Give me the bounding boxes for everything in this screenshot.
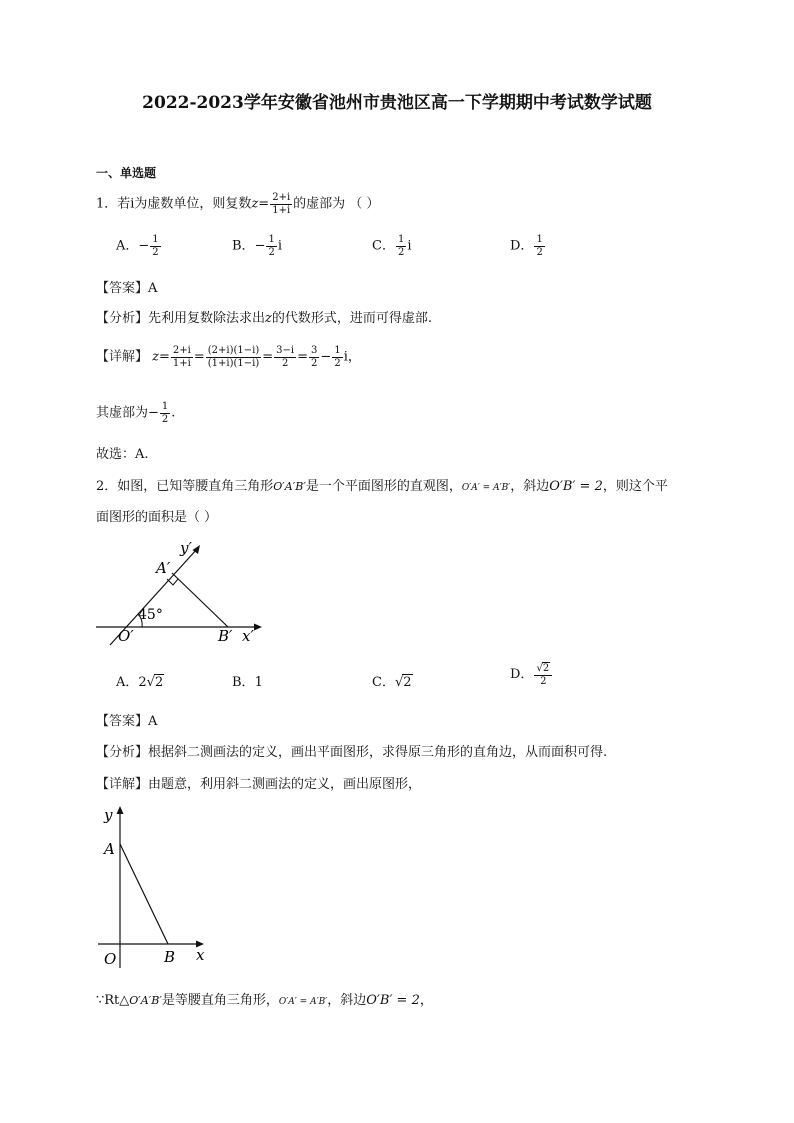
detail-z: z — [152, 349, 160, 365]
sqrt-symbol: √ — [394, 675, 404, 690]
q2-option-b[interactable] — [232, 671, 263, 690]
q2-figure-original — [96, 800, 216, 972]
reason-mid: 是等腰直角三角形， — [161, 993, 279, 1008]
detail-frac-5 — [332, 345, 342, 369]
label-45-degree: 45° — [138, 607, 163, 623]
q1-choice: 故选：A. — [96, 447, 149, 462]
detail-text: 由题意，利用斜二测画法的定义，画出原图形， — [148, 777, 422, 792]
detail-tag: 【详解】 — [96, 777, 149, 792]
label-x-prime: x′ — [242, 627, 254, 645]
analysis-tag: 【分析】 — [96, 311, 149, 326]
imag-post: . — [171, 405, 176, 421]
reason-mid2: ，斜边 — [327, 993, 367, 1008]
option-fraction — [534, 662, 552, 687]
detail-frac-3 — [274, 345, 296, 369]
q2-stem-mid2: ，斜边 — [510, 479, 550, 494]
y-arrow — [117, 806, 124, 814]
frac-den: 2 — [152, 246, 159, 258]
label-o: O — [104, 950, 117, 968]
option-label: B． — [232, 675, 255, 690]
option-fraction — [150, 234, 160, 258]
frac-num: 3 — [311, 345, 318, 356]
side-a-b — [120, 844, 168, 944]
label-x: x — [196, 946, 205, 964]
detail-frac-4 — [309, 345, 319, 369]
q1-option-b[interactable] — [232, 234, 282, 258]
frac-den: (1+i)(1−i) — [207, 357, 260, 369]
q1-option-a[interactable] — [116, 234, 162, 258]
option-value: 1 — [254, 675, 263, 690]
q2-triangle: O′A′B′ — [273, 480, 306, 493]
frac-den: 2 — [268, 246, 275, 258]
frac-num: 3−i — [276, 345, 295, 356]
detail-frac-1 — [171, 345, 193, 369]
q1-answer — [96, 277, 157, 296]
frac-den: 2 — [334, 357, 341, 369]
reason-pre: ∵Rt△ — [96, 993, 130, 1008]
q2-option-c[interactable] — [372, 671, 413, 690]
q2-figure-intuitive — [94, 535, 274, 647]
answer-tag: 【答案】 — [96, 281, 149, 296]
option-label: D． — [510, 238, 534, 254]
q2-hypotenuse: O′B′ = 2 — [549, 479, 603, 494]
label-y: y — [104, 806, 113, 824]
label-a-prime: A′ — [156, 559, 171, 577]
reason-post: ， — [419, 993, 433, 1008]
frac-den: 1+i — [172, 357, 191, 369]
q2-option-a[interactable] — [116, 671, 164, 690]
q2-reasoning-line — [96, 989, 433, 1008]
option-label: D． — [510, 667, 534, 682]
detail-frac-2 — [206, 345, 261, 369]
q1-stem-pre: 1．若i为虚数单位，则复数 — [96, 196, 252, 212]
reason-condition: O′A′ = A′B′ — [278, 997, 328, 1007]
q2-answer — [96, 710, 157, 729]
option-suffix: i — [407, 238, 412, 254]
frac-den: 2 — [311, 357, 318, 369]
label-b: B — [164, 948, 176, 966]
frac-num: 1 — [152, 234, 159, 245]
detail-minus: − — [320, 349, 332, 365]
q2-stem-line-2: 面图形的面积是（ ） — [96, 510, 218, 525]
frac-num: 1 — [268, 234, 275, 245]
label-a: A — [104, 840, 115, 858]
frac-num: 2+i — [172, 345, 191, 356]
q1-stem — [96, 192, 379, 216]
q2-stem-mid: 是一个平面图形的直观图， — [305, 479, 462, 494]
detail-tag: 【详解】 — [96, 349, 149, 365]
frac-den: 2 — [536, 246, 543, 258]
q1-eq: = — [258, 196, 270, 212]
reason-triangle: O′A′B′ — [129, 994, 162, 1007]
option-fraction — [266, 234, 276, 258]
label-y-prime: y′ — [180, 539, 192, 557]
q2-detail — [96, 773, 421, 792]
detail-eq: = — [262, 349, 274, 365]
radicand: 2 — [542, 663, 550, 674]
option-fraction — [534, 234, 544, 258]
imag-sign: − — [148, 405, 159, 421]
q1-detail — [96, 345, 361, 369]
frac-den: 2 — [540, 675, 547, 687]
side-a-b — [172, 573, 228, 627]
frac-den: 2 — [397, 246, 405, 258]
imag-fraction — [160, 401, 170, 425]
answer-value: A — [148, 714, 158, 729]
q1-num: 2+i — [272, 192, 291, 203]
frac-num: 1 — [161, 401, 169, 412]
frac-num: (2+i)(1−i) — [207, 345, 260, 356]
q1-imag-part — [96, 401, 175, 425]
analysis-tag: 【分析】 — [96, 745, 149, 760]
q1-z: z — [251, 196, 259, 212]
option-fraction — [396, 234, 406, 258]
q1-fraction — [270, 192, 292, 216]
sqrt-symbol: √ — [146, 675, 155, 690]
reason-hypotenuse: O′B′ = 2 — [366, 993, 420, 1008]
analysis-post: 的代数形式，进而可得虚部. — [271, 311, 433, 326]
option-sign: − — [254, 238, 266, 254]
answer-value: A — [148, 281, 158, 296]
frac-num: 1 — [536, 234, 543, 245]
option-label: C． — [372, 238, 395, 254]
option-label: A． — [116, 675, 139, 690]
frac-num: 1 — [334, 345, 341, 356]
q2-condition: O′A′ = A′B′ — [461, 483, 511, 493]
analysis-var: z — [265, 311, 272, 326]
detail-eq: = — [159, 349, 170, 365]
option-suffix: i — [277, 238, 283, 254]
answer-tag: 【答案】 — [96, 714, 149, 729]
option-label: B． — [232, 238, 255, 254]
analysis-text: 根据斜二测画法的定义，画出平面图形，求得原三角形的直角边，从而面积可得. — [148, 745, 608, 760]
q2-stem-post: ，则这个平 — [602, 479, 668, 494]
option-sign: − — [138, 238, 150, 254]
frac-den: 2 — [281, 357, 289, 369]
q2-stem-line-1 — [96, 475, 668, 494]
q2-analysis — [96, 741, 607, 760]
detail-tail: i， — [343, 349, 361, 365]
detail-eq: = — [193, 349, 205, 365]
q1-analysis — [96, 307, 432, 326]
detail-eq: = — [297, 349, 309, 365]
q2-option-d[interactable] — [510, 662, 553, 687]
label-o-prime: O′ — [118, 627, 134, 645]
q2-stem-pre: 2．如图，已知等腰直角三角形 — [96, 479, 274, 494]
q1-option-c[interactable] — [372, 234, 412, 258]
option-label: C． — [372, 675, 395, 690]
radicand: 2 — [403, 675, 412, 690]
label-b-prime: B′ — [218, 627, 233, 645]
frac-num: 1 — [397, 234, 405, 245]
x-prime-arrow — [254, 624, 262, 631]
imag-pre: 其虚部为 — [96, 405, 149, 421]
q1-den: 1+i — [272, 204, 291, 216]
page-title: 2022-2023学年安徽省池州市贵池区高一下学期期中考试数学试题 — [142, 93, 652, 113]
analysis-pre: 先利用复数除法求出 — [148, 311, 266, 326]
q1-option-d[interactable] — [510, 234, 546, 258]
option-coef: 2 — [138, 675, 147, 690]
option-label: A． — [116, 238, 139, 254]
radicand: 2 — [154, 675, 164, 690]
q1-stem-post: 的虚部为 （ ） — [293, 196, 380, 212]
frac-num: √2 — [534, 662, 552, 676]
section-heading: 一、单选题 — [96, 166, 157, 180]
frac-den: 2 — [161, 413, 169, 425]
